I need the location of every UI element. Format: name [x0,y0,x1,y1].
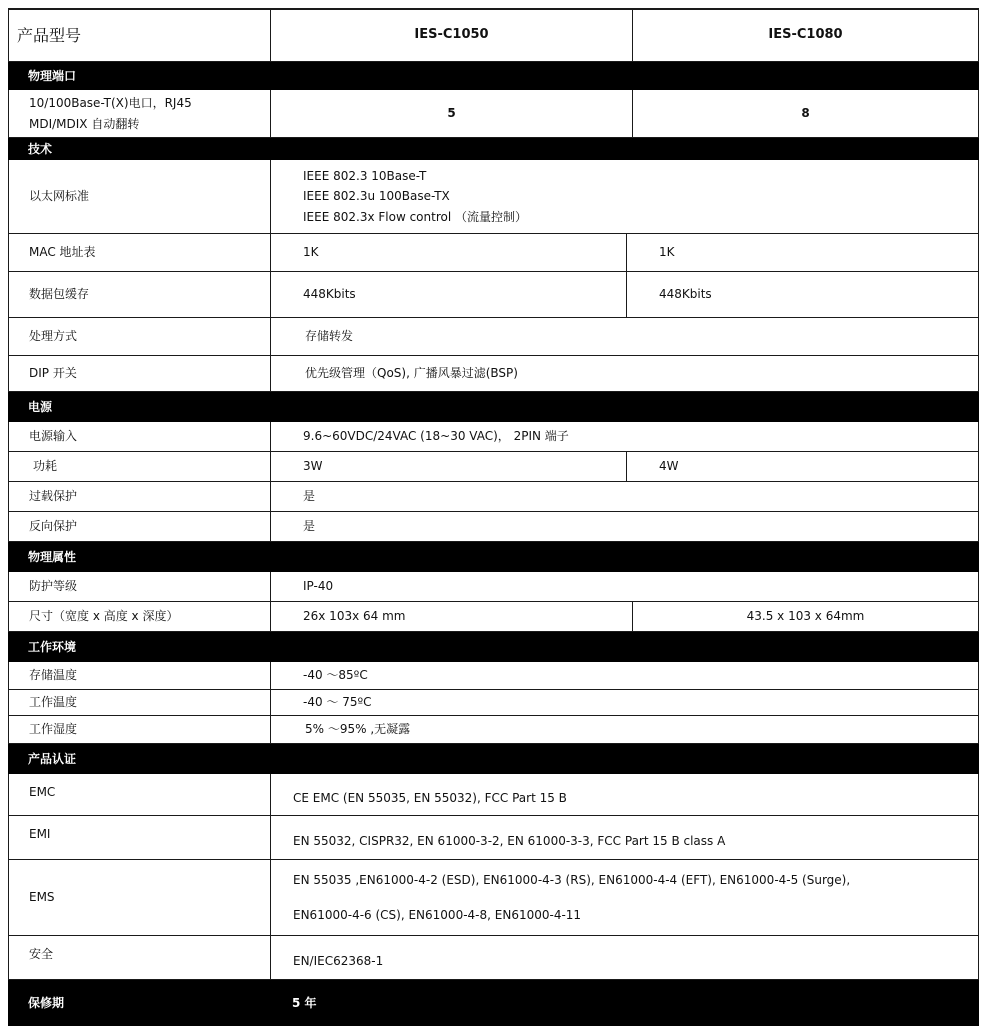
mode-value: 存储转发 [270,318,979,355]
ethernet-value [270,160,979,233]
section-cert [8,744,979,774]
ports-label [8,90,270,137]
ethernet-line: IEEE 802.3x Flow control （流量控制） [303,209,527,224]
reverse-label: 反向保护 [8,512,270,541]
storage-temp-label: 存储温度 [8,662,270,689]
consumption-row [8,452,979,482]
mac-row [8,234,979,272]
consumption-a: 3W [270,452,626,481]
emc-row [8,774,979,816]
emi-value: EN 55032, CISPR32, EN 61000-3-2, EN 61000-3-3, FCC Part 15 B class A [270,816,979,859]
safety-row [8,936,979,980]
safety-value: EN/IEC62368-1 [270,936,979,979]
size-label: 尺寸（宽度 x 高度 x 深度） [8,602,270,631]
ethernet-label: 以太网标准 [8,160,270,233]
humidity-value: 5% ～95% ,无凝露 [270,716,979,743]
power-input-value: 9.6~60VDC/24VAC (18~30 VAC)， 2PIN 端子 [270,422,979,451]
dip-row [8,356,979,392]
size-row [8,602,979,632]
size-b: 43.5 x 103 x 64mm [632,602,979,631]
mode-row [8,318,979,356]
consumption-label: 功耗 [8,452,270,481]
section-title: 物理端口 [28,68,77,83]
overload-value: 是 [270,482,979,511]
reverse-row [8,512,979,542]
dip-label: DIP 开关 [8,356,270,391]
buffer-b: 448Kbits [626,272,979,317]
overload-label: 过载保护 [8,482,270,511]
ethernet-line: IEEE 802.3u 100Base-TX [303,189,450,204]
section-title: 技术 [28,141,53,156]
mac-label: MAC 地址表 [8,234,270,271]
ip-row [8,572,979,602]
ems-line2: EN61000-4-6 (CS), EN61000-4-8, EN61000-4-11 [293,907,582,922]
operating-temp-row [8,690,979,716]
ethernet-line: IEEE 802.3 10Base-T [303,168,427,183]
ip-value: IP-40 [270,572,979,601]
ports-row [8,90,979,138]
consumption-b: 4W [626,452,979,481]
emi-row [8,816,979,860]
humidity-label: 工作湿度 [8,716,270,743]
warranty-row [8,980,979,1026]
ems-line1: EN 55035 ,EN61000-4-2 (ESD), EN61000-4-3 (RS), EN61000-4-4 (EFT), EN61000-4-5 (Surge), [293,872,851,887]
ports-label-line2: MDI/MDIX 自动翻转 [29,116,140,131]
header-label: 产品型号 [8,8,270,61]
safety-label: 安全 [8,936,270,979]
ems-value [270,860,979,935]
warranty-value: 5 年 [292,995,317,1010]
section-ports [8,62,979,90]
buffer-a: 448Kbits [270,272,626,317]
ems-label: EMS [8,860,270,935]
ports-label-line1: 10/100Base-T(X)电口，RJ45 [29,96,192,111]
ports-b: 8 [632,90,979,137]
operating-temp-value: -40 ～ 75ºC [270,690,979,715]
power-input-label: 电源输入 [8,422,270,451]
section-title: 物理属性 [28,549,77,564]
mac-b: 1K [626,234,979,271]
reverse-value: 是 [270,512,979,541]
emc-value: CE EMC (EN 55035, EN 55032), FCC Part 15 B [270,774,979,815]
dip-value: 优先级管理（QoS), 广播风暴过滤(BSP) [270,356,979,391]
mac-a: 1K [270,234,626,271]
section-title: 产品认证 [28,751,77,766]
model-b: IES-C1080 [632,8,979,61]
section-tech [8,138,979,160]
section-title: 电源 [28,399,53,414]
spec-table [8,8,979,1026]
ems-row [8,860,979,936]
size-a: 26x 103x 64 mm [270,602,632,631]
header-row [8,8,979,62]
mode-label: 处理方式 [8,318,270,355]
warranty-label: 保修期 [28,995,65,1010]
section-title: 工作环境 [28,639,77,654]
overload-row [8,482,979,512]
ip-label: 防护等级 [8,572,270,601]
power-input-row [8,422,979,452]
operating-temp-label: 工作温度 [8,690,270,715]
storage-temp-value: -40 ～85ºC [270,662,979,689]
model-a: IES-C1050 [270,8,632,61]
section-env [8,632,979,662]
humidity-row [8,716,979,744]
emc-label: EMC [8,774,270,815]
buffer-row [8,272,979,318]
buffer-label: 数据包缓存 [8,272,270,317]
emi-label: EMI [8,816,270,859]
ports-a: 5 [270,90,632,137]
section-physical [8,542,979,572]
section-power [8,392,979,422]
storage-temp-row [8,662,979,690]
ethernet-row [8,160,979,234]
